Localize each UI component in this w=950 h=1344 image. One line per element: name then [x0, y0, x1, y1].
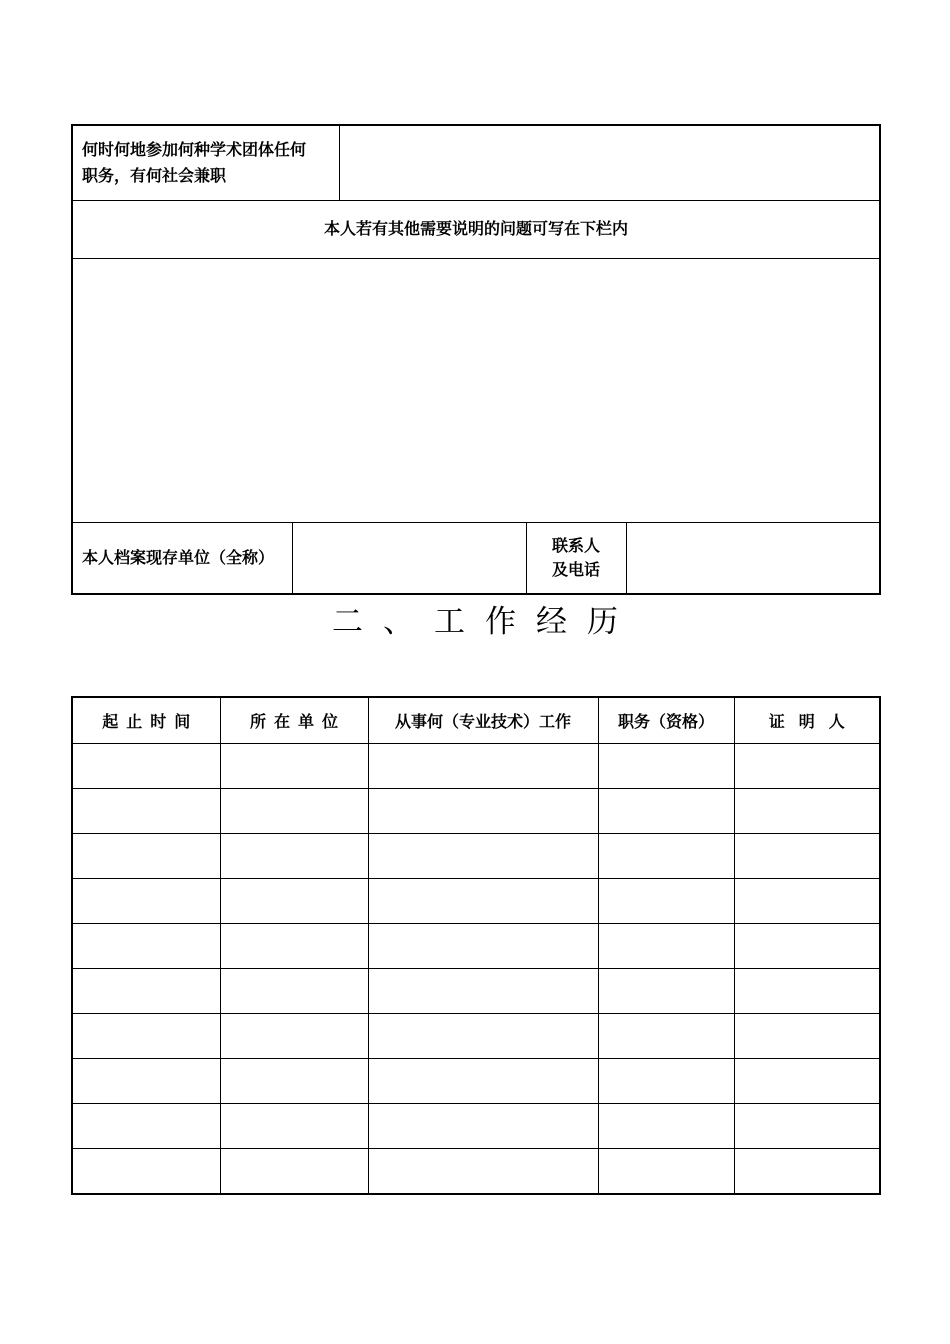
position-cell[interactable]	[598, 834, 734, 879]
work-type-cell[interactable]	[368, 879, 598, 924]
note-field[interactable]	[72, 258, 880, 522]
table-row	[72, 1149, 880, 1195]
witness-cell[interactable]	[734, 1104, 880, 1149]
witness-cell[interactable]	[734, 969, 880, 1014]
archive-row	[72, 522, 880, 594]
employer-cell[interactable]	[220, 879, 368, 924]
table-row	[72, 1104, 880, 1149]
period-cell[interactable]	[72, 969, 220, 1014]
witness-cell[interactable]	[734, 924, 880, 969]
period-cell[interactable]	[72, 1059, 220, 1104]
position-cell[interactable]	[598, 969, 734, 1014]
work-type-cell[interactable]	[368, 1059, 598, 1104]
work-type-cell[interactable]	[368, 924, 598, 969]
employer-cell[interactable]	[220, 834, 368, 879]
table-row	[72, 834, 880, 879]
position-cell[interactable]	[598, 879, 734, 924]
position-cell[interactable]	[598, 1104, 734, 1149]
witness-cell[interactable]	[734, 879, 880, 924]
position-cell[interactable]	[598, 744, 734, 789]
contact-field[interactable]	[626, 522, 880, 594]
period-cell[interactable]	[72, 789, 220, 834]
archive-label: 本人档案现存单位（全称）	[72, 522, 292, 594]
witness-cell[interactable]	[734, 789, 880, 834]
table-row	[72, 1014, 880, 1059]
contact-label-line1: 联系人	[552, 535, 601, 555]
position-cell[interactable]	[598, 789, 734, 834]
header-work-type: 从事何（专业技术）工作	[368, 697, 598, 744]
header-period: 起止时间	[72, 697, 220, 744]
header-employer: 所在单位	[220, 697, 368, 744]
table-row	[72, 789, 880, 834]
table-row	[72, 1059, 880, 1104]
period-cell[interactable]	[72, 1014, 220, 1059]
participation-row	[72, 125, 880, 200]
section-title: 二、工作经历	[332, 604, 638, 640]
period-cell[interactable]	[72, 879, 220, 924]
employer-cell[interactable]	[220, 1014, 368, 1059]
work-type-cell[interactable]	[368, 744, 598, 789]
employer-cell[interactable]	[220, 1104, 368, 1149]
employer-cell[interactable]	[220, 1149, 368, 1195]
witness-cell[interactable]	[734, 744, 880, 789]
witness-cell[interactable]	[734, 1059, 880, 1104]
employer-cell[interactable]	[220, 1059, 368, 1104]
work-type-cell[interactable]	[368, 789, 598, 834]
work-table-header-row	[72, 697, 880, 744]
table-row	[72, 924, 880, 969]
employer-cell[interactable]	[220, 789, 368, 834]
note-area-row	[72, 258, 880, 522]
work-type-cell[interactable]	[368, 1014, 598, 1059]
employer-cell[interactable]	[220, 924, 368, 969]
participation-label-line1: 何时何地参加何种学术团体任何	[82, 139, 307, 159]
table-row	[72, 744, 880, 789]
contact-label	[526, 522, 626, 594]
period-cell[interactable]	[72, 834, 220, 879]
position-cell[interactable]	[598, 1149, 734, 1195]
work-type-cell[interactable]	[368, 834, 598, 879]
period-cell[interactable]	[72, 924, 220, 969]
contact-label-line2: 及电话	[552, 559, 601, 579]
employer-cell[interactable]	[220, 744, 368, 789]
work-type-cell[interactable]	[368, 1104, 598, 1149]
work-type-cell[interactable]	[368, 1149, 598, 1195]
participation-label	[72, 125, 339, 200]
work-type-cell[interactable]	[368, 969, 598, 1014]
header-witness: 证明人	[734, 697, 880, 744]
position-cell[interactable]	[598, 1014, 734, 1059]
position-cell[interactable]	[598, 1059, 734, 1104]
table-row	[72, 969, 880, 1014]
employer-cell[interactable]	[220, 969, 368, 1014]
witness-cell[interactable]	[734, 1014, 880, 1059]
participation-field[interactable]	[339, 125, 880, 200]
participation-label-line2: 职务，有何社会兼职	[82, 165, 227, 185]
witness-cell[interactable]	[734, 1149, 880, 1195]
note-heading-row	[72, 200, 880, 258]
position-cell[interactable]	[598, 924, 734, 969]
period-cell[interactable]	[72, 1104, 220, 1149]
table-row	[72, 879, 880, 924]
note-heading: 本人若有其他需要说明的问题可写在下栏内	[72, 200, 880, 258]
period-cell[interactable]	[72, 1149, 220, 1195]
period-cell[interactable]	[72, 744, 220, 789]
personal-info-table	[71, 124, 881, 595]
archive-field[interactable]	[292, 522, 526, 594]
work-history-table	[71, 696, 881, 1195]
header-position: 职务（资格）	[598, 697, 734, 744]
witness-cell[interactable]	[734, 834, 880, 879]
